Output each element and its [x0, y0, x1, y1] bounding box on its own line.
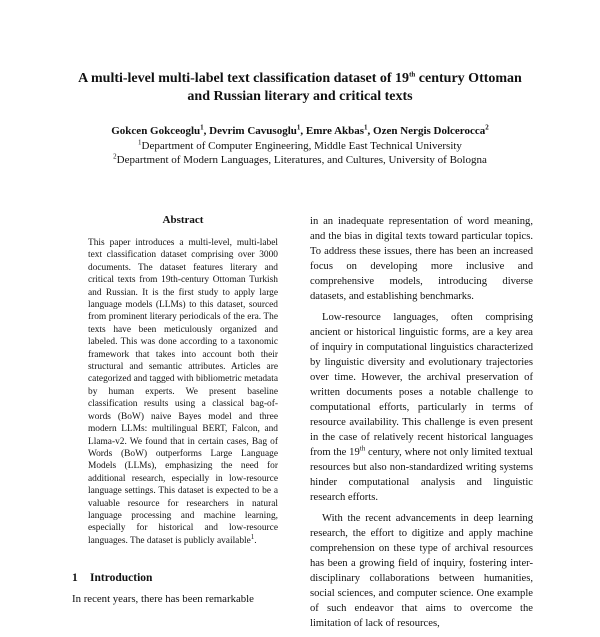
- section-number: 1: [72, 572, 78, 584]
- title-line-1: [40, 70, 560, 88]
- right-column: [310, 214, 533, 637]
- title-superscript: th: [409, 70, 416, 79]
- paragraph: With the recent advancements in deep learning research, the effort to digitize and apply machine comprehension on these type of archival resources has been a growing field of inquiry, fostering inter-disciplinary collaborations between humanities, social sciences, and computer science. One example of such endeavor that aims to overcome the limitation of lack of resources,: [310, 513, 533, 629]
- author-list: [40, 124, 560, 138]
- affiliation-2: [40, 153, 560, 167]
- superscript: th: [359, 444, 366, 453]
- paper-title: [40, 70, 560, 106]
- introduction-text: In recent years, there has been remarkable: [72, 593, 254, 605]
- affiliation-mark: 2: [113, 152, 117, 161]
- author-affiliation-mark: 1: [200, 123, 204, 132]
- title-text: century Ottoman: [415, 71, 522, 86]
- affiliation-text: Department of Computer Engineering, Middle East Technical University: [141, 140, 462, 152]
- author-name: Gokcen Gokceoglu: [111, 125, 201, 137]
- title-line-2: and Russian literary and critical texts: [187, 89, 413, 104]
- author-separator: ,: [367, 125, 374, 137]
- author: [111, 125, 209, 137]
- abstract-text: This paper introduces a multi-level, multi-label text classification dataset comprising over 3000 documents. The dataset features literary and critical texts from 19th-century Ottoman Turkish and Russian. It is the first study to apply large language models (LLMs) to this dataset, sourced from prominent literary periodicals of the era. The texts have been meticulously organized and labeled. This was done according to a taxonomic framework that takes into account both their structural and semantic attributes. Articles are categorized and tagged with bibliometric metadata by human experts. We present baseline classification results using a classical bag-of-words (BoW) naive Bayes model and three modern LLMs: multilingual BERT, Falcon, and Llama-v2. We found that in certain cases, Bag of Words (BoW) outperforms Large Language Models (LLMs), emphasizing the need for additional research, especially in low-resource language settings. This dataset is expected to be a valuable resource for researchers in natural language processing and machine learning, especially for historical and low-resource languages. The dataset is publicly available: [88, 238, 278, 546]
- footnote-mark: 1: [250, 532, 255, 541]
- abstract-end: .: [254, 535, 257, 546]
- abstract-body: [88, 237, 278, 547]
- author-affiliation-mark: 1: [296, 123, 301, 132]
- affiliation-text: Department of Modern Languages, Literatures, and Cultures, University of Bologna: [116, 154, 487, 166]
- author-affiliation-mark: 2: [485, 123, 489, 132]
- abstract-heading: Abstract: [162, 214, 204, 226]
- author: [373, 125, 489, 137]
- author: [209, 125, 306, 137]
- section-title: Introduction: [90, 572, 153, 584]
- author-name: Ozen Nergis Dolcerocca: [373, 125, 486, 137]
- paragraph: in an inadequate representation of word meaning, and the bias in digital texts toward particular topics. To address these issues, there has been an increased focus on developing more inclusive and comprehensive models, introducing diverse datasets, and establishing benchmarks.: [310, 216, 533, 302]
- paragraph-text: century, where not only limited textual resources but also non-standardized writing systems hinder computational analysis and linguistic research efforts.: [310, 447, 533, 503]
- section-heading-introduction: [72, 572, 152, 584]
- title-text: A multi-level multi-label text classification dataset of 19: [78, 71, 410, 86]
- author-name: Devrim Cavusoglu: [209, 125, 297, 137]
- author: [306, 125, 373, 137]
- affiliation-mark: 1: [138, 138, 142, 147]
- author-separator: ,: [300, 125, 306, 137]
- author-separator: ,: [203, 125, 210, 137]
- affiliation-1: [40, 139, 560, 153]
- paragraph-text: Low-resource languages, often comprising ancient or historical linguistic forms, are a key area of inquiry in computational linguistics characterized by linguistic diversity and evolutionary trajectories over time. However, the archival preservation of written documents poses a notable challenge to computational efforts, particularly in terms of resource availability. This challenge is even present in the case of relatively recent historical languages from the 19: [310, 312, 533, 458]
- paragraph: [310, 310, 533, 505]
- author-name: Emre Akbas: [305, 125, 365, 137]
- author-affiliation-mark: 1: [364, 123, 368, 132]
